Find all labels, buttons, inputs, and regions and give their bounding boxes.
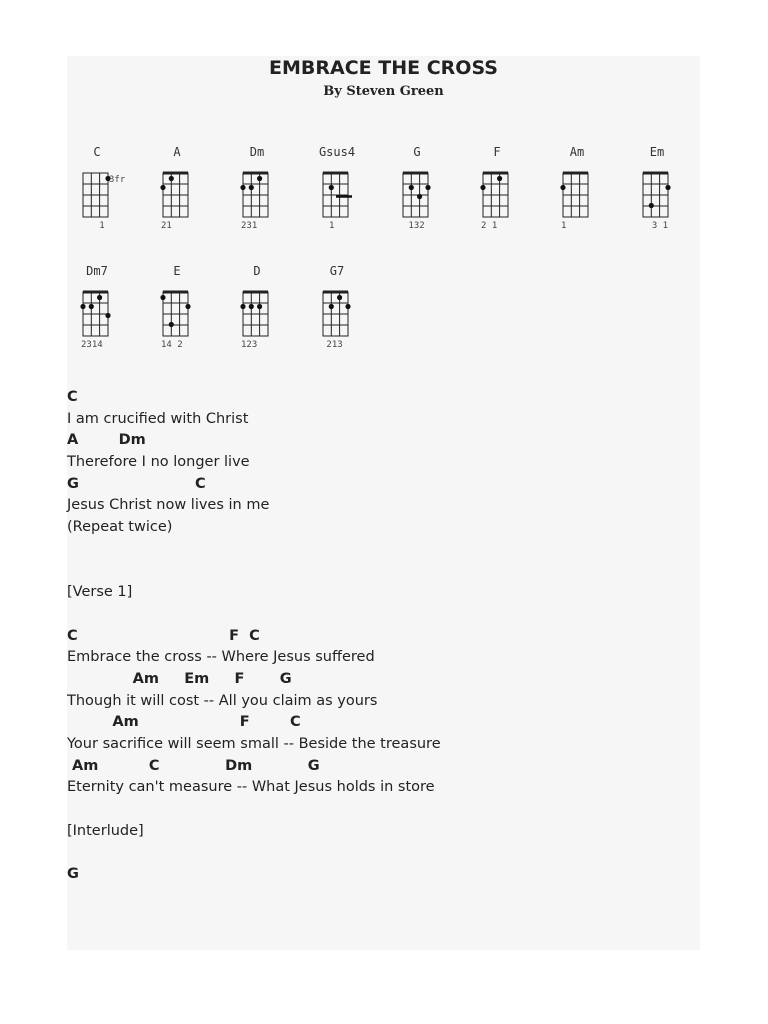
finger-numbers: 231 bbox=[241, 221, 258, 231]
blank-line bbox=[67, 842, 700, 864]
chord-diagram-c bbox=[67, 140, 127, 250]
chord-name: G bbox=[413, 145, 421, 159]
chord-diagram-d bbox=[227, 259, 287, 369]
chord-e-grid bbox=[147, 259, 219, 359]
chord-line: C bbox=[67, 389, 78, 405]
chord-diagram-dm bbox=[227, 140, 287, 250]
finger-numbers: 123 bbox=[241, 340, 258, 350]
song-title: EMBRACE THE CROSS bbox=[269, 57, 498, 79]
chord-dm7-grid bbox=[67, 259, 139, 359]
blank-line bbox=[67, 604, 700, 626]
chord-diagram-em bbox=[627, 140, 687, 250]
chord-diagram-dm7 bbox=[67, 259, 127, 369]
chord-diagram-a bbox=[147, 140, 207, 250]
chord-line: A Dm bbox=[67, 432, 146, 449]
chord-diagram-gsus4 bbox=[307, 140, 367, 250]
lyric-line: I am crucified with Christ bbox=[67, 410, 249, 427]
lyrics-body bbox=[67, 387, 700, 886]
finger-numbers: 1 bbox=[561, 221, 567, 231]
finger-numbers: 2314 bbox=[81, 340, 103, 350]
chord-am-grid bbox=[547, 140, 619, 240]
chord-g-grid bbox=[387, 140, 459, 240]
finger-numbers: 132 bbox=[403, 221, 425, 231]
chord-name: D bbox=[253, 264, 261, 278]
song-sheet bbox=[67, 56, 700, 950]
chord-name: A bbox=[173, 145, 181, 159]
chord-diagram-g7 bbox=[307, 259, 367, 369]
finger-numbers: 1 bbox=[329, 221, 335, 231]
lyric-line: Though it will cost -- All you claim as yours bbox=[67, 692, 378, 709]
section-label: [Interlude] bbox=[67, 822, 144, 839]
finger-numbers: 21 bbox=[161, 221, 172, 231]
blank-line bbox=[67, 539, 700, 561]
lyric-line: Therefore I no longer live bbox=[67, 454, 250, 471]
lyric-line: Embrace the cross -- Where Jesus suffered bbox=[67, 649, 375, 666]
chord-line: C F C bbox=[67, 627, 260, 644]
lyric-line: Your sacrifice will seem small -- Beside the treasure bbox=[67, 736, 441, 752]
chord-line: G C bbox=[67, 475, 206, 492]
finger-numbers: 14 2 bbox=[161, 340, 183, 350]
chord-name: Am bbox=[569, 145, 585, 159]
chord-name: Dm7 bbox=[86, 264, 108, 278]
chord-line: Am F C bbox=[67, 714, 301, 731]
chord-name: E bbox=[173, 264, 181, 278]
lyric-line: Eternity can't measure -- What Jesus holds in store bbox=[67, 779, 435, 796]
chord-diagram-am bbox=[547, 140, 607, 250]
blank-line bbox=[67, 561, 700, 583]
chord-diagram-e bbox=[147, 259, 207, 369]
finger-numbers: 213 bbox=[321, 340, 343, 350]
chord-f-grid bbox=[467, 140, 539, 240]
chord-name: Em bbox=[649, 145, 665, 159]
chord-gsus4-grid bbox=[307, 140, 379, 240]
chord-dm-grid bbox=[227, 140, 299, 240]
chord-a-grid bbox=[147, 140, 219, 240]
chord-d-grid bbox=[227, 259, 299, 359]
section-label: [Verse 1] bbox=[67, 584, 133, 601]
lyric-line: Jesus Christ now lives in me bbox=[67, 497, 270, 514]
chord-line: G bbox=[67, 866, 79, 883]
chord-name: C bbox=[93, 145, 101, 159]
finger-numbers: 3 1 bbox=[641, 221, 669, 231]
song-author: By Steven Green bbox=[323, 84, 444, 99]
finger-numbers: 1 bbox=[83, 221, 105, 231]
chord-diagrams bbox=[67, 140, 703, 360]
finger-numbers: 2 1 bbox=[481, 221, 498, 231]
chord-line: Am Em F G bbox=[67, 670, 292, 687]
chord-name: F bbox=[493, 145, 501, 159]
chord-name: Gsus4 bbox=[318, 145, 356, 159]
chord-diagram-f bbox=[467, 140, 527, 250]
chord-line: Am C Dm G bbox=[67, 757, 320, 774]
chord-em-grid bbox=[627, 140, 699, 240]
chord-g7-grid bbox=[307, 259, 379, 359]
chord-name: Dm bbox=[249, 145, 265, 159]
blank-line bbox=[67, 799, 700, 821]
chord-diagram-g bbox=[387, 140, 447, 250]
chord-name: G7 bbox=[329, 264, 345, 278]
chord-c-grid bbox=[67, 140, 139, 240]
lyric-line: (Repeat twice) bbox=[67, 519, 173, 536]
fret-label: 3fr bbox=[109, 175, 126, 185]
